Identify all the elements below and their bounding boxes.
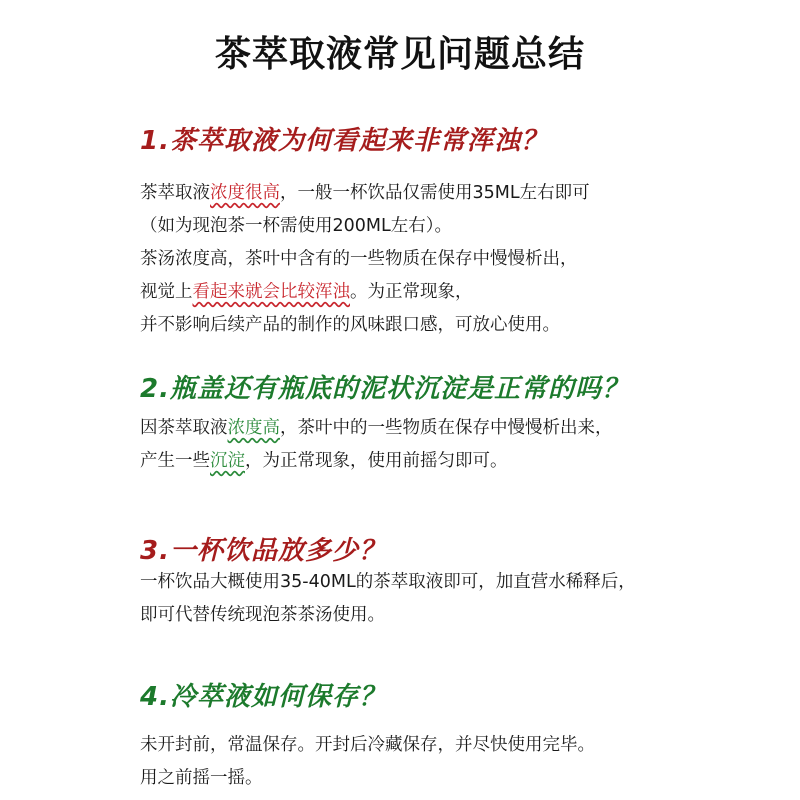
answer-text: 一杯饮品大概使用35-40ML的茶萃取液即可，加直营水稀释后，	[140, 572, 636, 592]
page-title: 茶萃取液常见问题总结	[214, 34, 585, 75]
answer-text: 用之前摇一摇。	[140, 768, 263, 788]
answer-line	[140, 566, 636, 599]
faq-question-4: 4.冷萃液如何保存？	[140, 682, 386, 712]
answer-text: ，一般一杯饮品仅需使用35ML左右即可	[280, 183, 590, 203]
faq-question-2: 2.瓶盖还有瓶底的泥状沉淀是正常的吗？	[140, 374, 629, 404]
answer-line	[140, 729, 595, 762]
answer-line	[140, 762, 595, 795]
answer-text: 产生一些	[140, 451, 210, 471]
answer-text: 。为正常现象，	[350, 282, 473, 302]
answer-line	[140, 445, 613, 478]
answer-text: 视觉上	[140, 282, 193, 302]
answer-text: ，茶叶中的一些物质在保存中慢慢析出来，	[280, 418, 613, 438]
faq-answer-3	[140, 566, 636, 632]
faq-answer-1	[140, 177, 590, 342]
faq-answer-2	[140, 412, 613, 478]
highlighted-text: 浓度很高	[210, 183, 280, 203]
answer-line	[140, 276, 590, 309]
answer-text: 即可代替传统现泡茶茶汤使用。	[140, 605, 385, 625]
answer-text: （如为现泡茶一杯需使用200ML左右）。	[140, 216, 452, 236]
answer-line	[140, 309, 590, 342]
highlighted-text: 沉淀	[210, 451, 245, 471]
faq-answer-4	[140, 729, 595, 795]
answer-text: ，为正常现象，使用前摇匀即可。	[245, 451, 508, 471]
faq-question-3: 3.一杯饮品放多少？	[140, 536, 386, 566]
answer-text: 未开封前，常温保存。开封后冷藏保存，并尽快使用完毕。	[140, 735, 595, 755]
highlighted-text: 看起来就会比较浑浊	[192, 282, 350, 302]
answer-text: 因茶萃取液	[140, 418, 228, 438]
answer-text: 茶萃取液	[140, 183, 210, 203]
answer-line	[140, 412, 613, 445]
answer-line	[140, 177, 590, 210]
answer-text: 并不影响后续产品的制作的风味跟口感，可放心使用。	[140, 315, 560, 335]
faq-question-1: 1.茶萃取液为何看起来非常浑浊？	[140, 126, 548, 156]
answer-line	[140, 599, 636, 632]
highlighted-text: 浓度高	[227, 418, 280, 438]
answer-line	[140, 210, 590, 243]
answer-text: 茶汤浓度高，茶叶中含有的一些物质在保存中慢慢析出，	[140, 249, 578, 269]
answer-line	[140, 243, 590, 276]
